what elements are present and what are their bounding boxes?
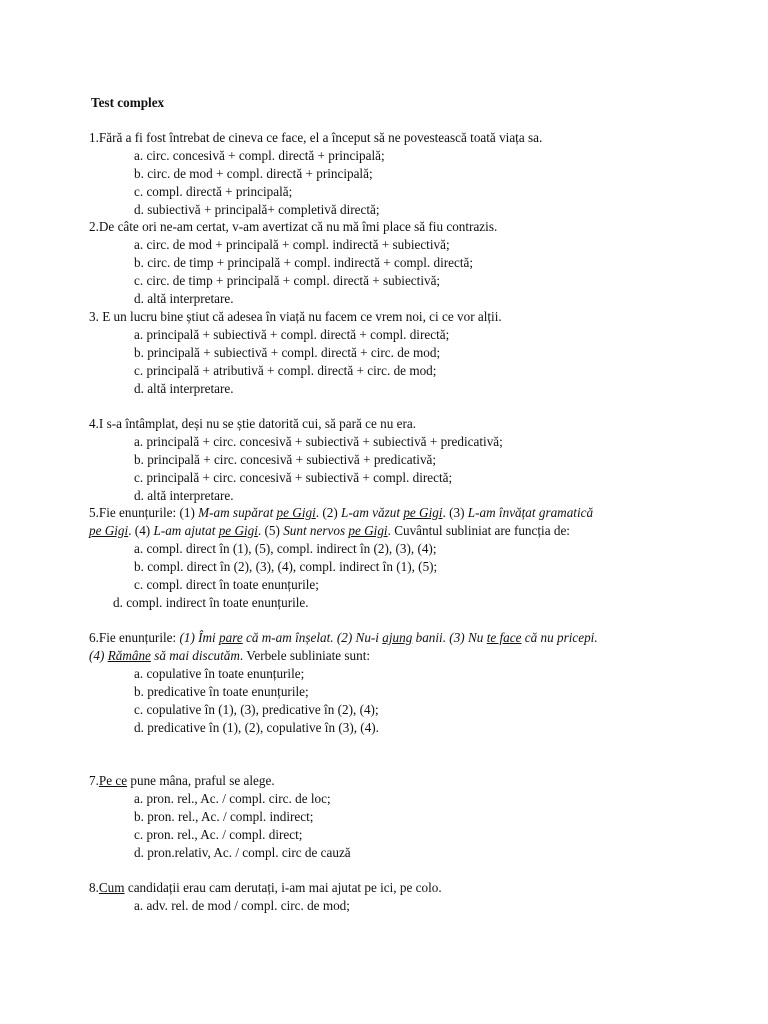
q8-option-a: a. adv. rel. de mod / compl. circ. de mod;: [134, 898, 350, 913]
q5-option-c: c. compl. direct în toate enunțurile;: [134, 577, 319, 592]
q5-option-a: a. compl. direct în (1), (5), compl. indirect în (2), (3), (4);: [134, 541, 437, 556]
q5-option-d: d. compl. indirect în toate enunțurile.: [113, 595, 309, 610]
q1-option-b: b. circ. de mod + compl. directă + principală;: [134, 166, 373, 181]
question-8: [89, 879, 689, 897]
q4-option-c: c. principală + circ. concesivă + subiectivă + compl. directă;: [134, 470, 453, 485]
q2-option-b: b. circ. de timp + principală + compl. indirectă + compl. directă;: [134, 255, 474, 270]
question-1: 1.Fără a fi fost întrebat de cineva ce face, el a început să ne povestească toată viața sa.: [89, 130, 543, 145]
q6-sentence-3b: că nu pricepi.: [521, 630, 598, 645]
q8-rest: candidații erau cam derutați, i-am mai ajutat pe ici, pe colo.: [124, 880, 442, 895]
q1-option-c: c. compl. directă + principală;: [134, 184, 293, 199]
q6-sentence-1b: că m-am înșelat. (2) Nu-i: [242, 630, 383, 645]
question-4: 4.I s-a întâmplat, deși nu se știe datorită cui, să pară ce nu era.: [89, 416, 417, 431]
q6-option-b: b. predicative în toate enunțurile;: [134, 684, 309, 699]
question-7: [89, 772, 689, 790]
q5-sentence-3: L-am învățat gramatică: [467, 505, 594, 520]
q4-option-a: a. principală + circ. concesivă + subiectivă + subiectivă + predicativă;: [134, 434, 503, 449]
q6-suffix: . Verbele subliniate sunt:: [239, 648, 371, 663]
q5-sep-5: . (5): [257, 523, 284, 538]
q3-option-c: c. principală + atributivă + compl. directă + circ. de mod;: [134, 363, 437, 378]
q6-sentence-4a: (4): [89, 648, 108, 663]
q7-option-d: d. pron.relativ, Ac. / compl. circ de cauză: [134, 845, 351, 860]
page-title: Test complex: [91, 95, 165, 110]
q5-underlined-5: pe Gigi: [348, 523, 388, 538]
question-5-line-2: [89, 522, 689, 540]
q5-sentence-2: L-am văzut: [341, 505, 404, 520]
q5-suffix: . Cuvântul subliniat are funcția de:: [387, 523, 570, 538]
q7-underlined: Pe ce: [98, 773, 128, 788]
q5-underlined-2: pe Gigi: [403, 505, 443, 520]
q5-sep-2: . (2): [315, 505, 342, 520]
q5-sep-4: . (4): [128, 523, 154, 538]
q3-option-a: a. principală + subiectivă + compl. directă + compl. directă;: [134, 327, 450, 342]
q7-rest: pune mâna, praful se alege.: [127, 773, 275, 788]
q3-option-d: d. altă interpretare.: [134, 381, 234, 396]
q8-underlined: Cum: [98, 880, 125, 895]
q1-option-d: d. subiectivă + principală+ completivă directă;: [134, 202, 380, 217]
q5-underlined-3: pe Gigi: [89, 523, 129, 538]
q2-option-a: a. circ. de mod + principală + compl. indirectă + subiectivă;: [134, 237, 450, 252]
q2-option-c: c. circ. de timp + principală + compl. directă + subiectivă;: [134, 273, 441, 288]
question-2: 2.De câte ori ne-am certat, v-am avertizat că nu mă îmi place să fiu contrazis.: [89, 219, 498, 234]
question-3: 3. E un lucru bine știut că adesea în viață nu facem ce vrem noi, ci ce vor alții.: [89, 309, 502, 324]
q5-underlined-1: pe Gigi: [276, 505, 316, 520]
q2-option-d: d. altă interpretare.: [134, 291, 234, 306]
q7-number: 7.: [89, 773, 99, 788]
q5-option-b: b. compl. direct în (2), (3), (4), compl. indirect în (1), (5);: [134, 559, 438, 574]
q5-sentence-4: L-am ajutat: [153, 523, 219, 538]
q5-sentence-1: M-am supărat: [198, 505, 277, 520]
question-6-line-1: [89, 629, 689, 647]
question-5-line-1: [89, 504, 689, 522]
q6-sentence-1a: (1) Îmi: [179, 630, 220, 645]
q1-option-a: a. circ. concesivă + compl. directă + principală;: [134, 148, 385, 163]
q3-option-b: b. principală + subiectivă + compl. directă + circ. de mod;: [134, 345, 441, 360]
q7-option-c: c. pron. rel., Ac. / compl. direct;: [134, 827, 303, 842]
q6-sentence-2b: banii. (3) Nu: [412, 630, 487, 645]
q6-underlined-4: Rămâne: [107, 648, 151, 663]
q6-option-d: d. predicative în (1), (2), copulative în (3), (4).: [134, 720, 379, 735]
q6-sentence-4b: să mai discutăm: [150, 648, 240, 663]
q5-sentence-5: Sunt nervos: [283, 523, 349, 538]
q4-option-d: d. altă interpretare.: [134, 488, 234, 503]
q6-prefix: 6.Fie enunțurile:: [89, 630, 180, 645]
q7-option-b: b. pron. rel., Ac. / compl. indirect;: [134, 809, 314, 824]
q6-underlined-1: pare: [219, 630, 243, 645]
q5-underlined-4: pe Gigi: [218, 523, 258, 538]
q4-option-b: b. principală + circ. concesivă + subiectivă + predicativă;: [134, 452, 437, 467]
q6-option-a: a. copulative în toate enunțurile;: [134, 666, 305, 681]
q6-option-c: c. copulative în (1), (3), predicative în (2), (4);: [134, 702, 379, 717]
q5-sep-3: . (3): [442, 505, 468, 520]
q6-underlined-3: te face: [486, 630, 522, 645]
q6-underlined-2: ajung: [382, 630, 413, 645]
q5-prefix: 5.Fie enunțurile: (1): [89, 505, 199, 520]
q7-option-a: a. pron. rel., Ac. / compl. circ. de loc;: [134, 791, 331, 806]
question-6-line-2: [89, 647, 689, 665]
q8-number: 8.: [89, 880, 99, 895]
